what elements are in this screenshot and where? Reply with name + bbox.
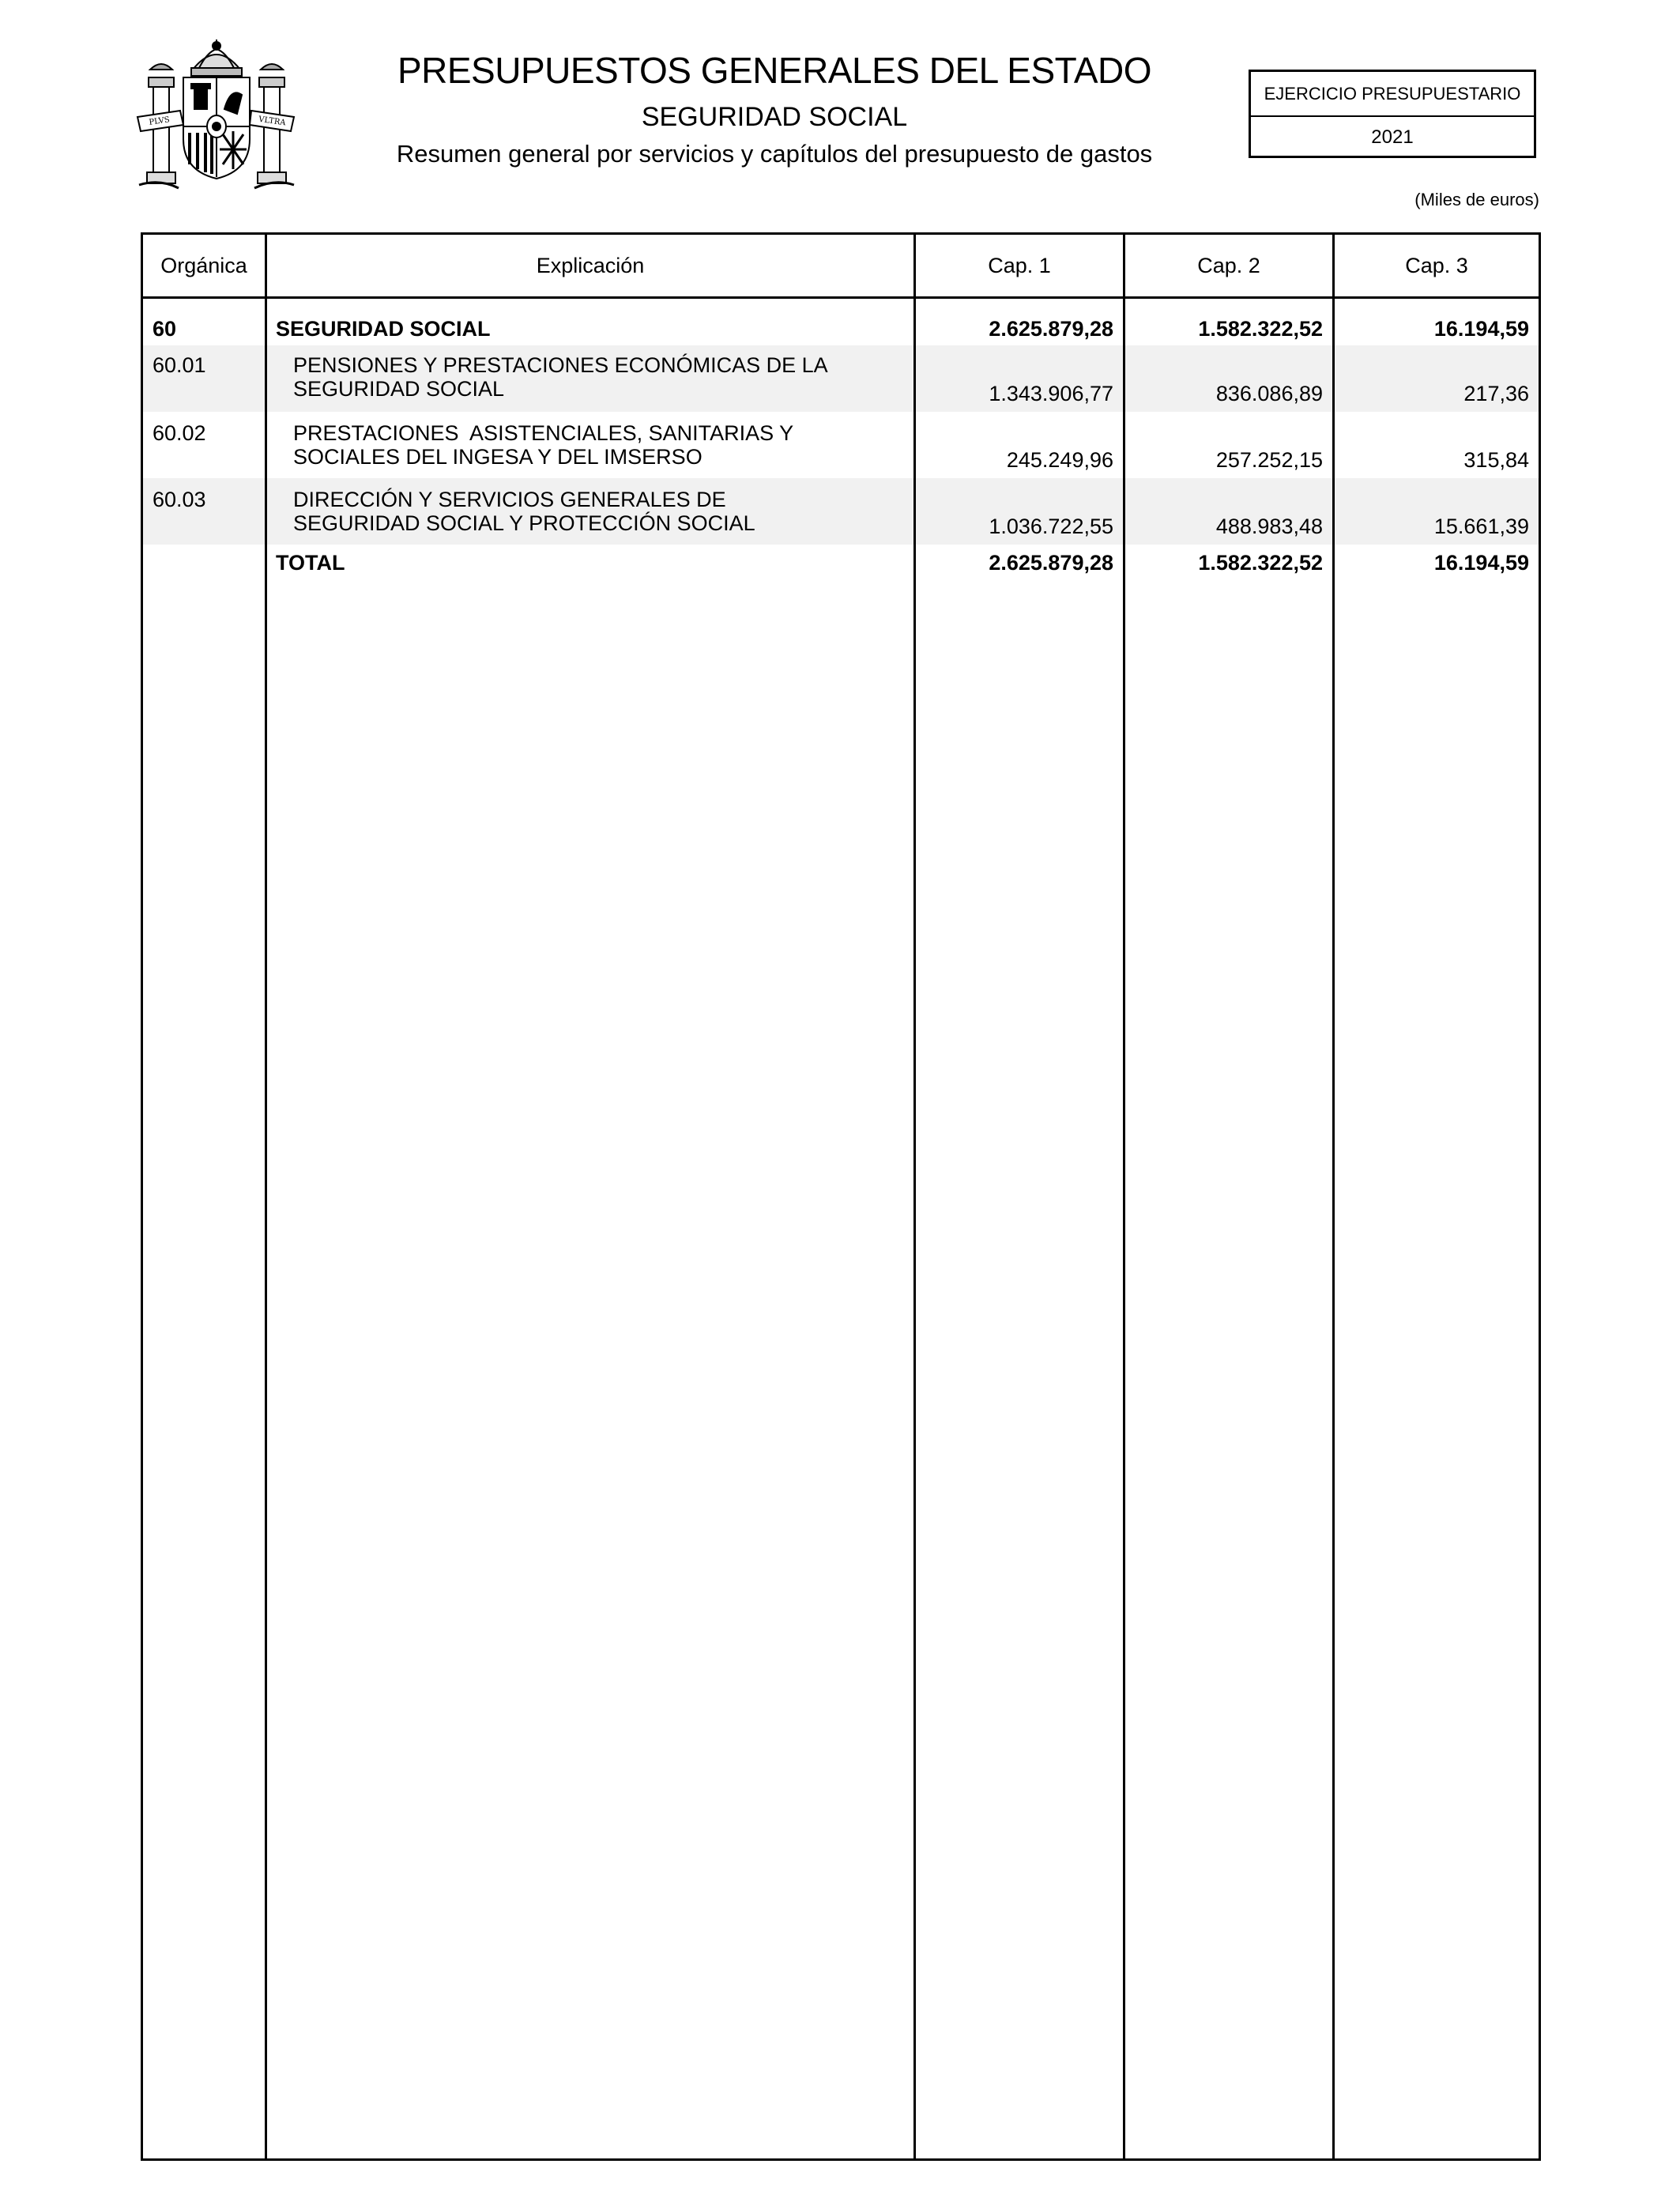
document-title: PRESUPUESTOS GENERALES DEL ESTADO bbox=[397, 50, 1152, 91]
row-cap3: 16.194,59 bbox=[1433, 317, 1529, 341]
table-row bbox=[143, 412, 1539, 478]
row-cap2: 1.582.322,52 bbox=[1198, 317, 1323, 341]
document-header bbox=[332, 47, 1217, 171]
row-cap3: 217,36 bbox=[1463, 382, 1529, 405]
column-header-cap3: Cap. 3 bbox=[1405, 253, 1468, 277]
row-explanation-line2: SOCIALES DEL INGESA Y DEL IMSERSO bbox=[293, 445, 703, 469]
document-subtitle: SEGURIDAD SOCIAL bbox=[641, 102, 908, 132]
table-row bbox=[143, 345, 1539, 412]
column-divider bbox=[913, 235, 916, 2158]
row-cap3: 15.661,39 bbox=[1433, 515, 1529, 538]
column-divider bbox=[1332, 235, 1335, 2158]
table-row bbox=[143, 478, 1539, 545]
row-explanation: SEGURIDAD SOCIAL bbox=[276, 317, 491, 341]
row-code: 60.02 bbox=[153, 421, 206, 445]
row-code: 60.03 bbox=[153, 488, 206, 511]
budget-year-box bbox=[1249, 70, 1536, 158]
total-label: TOTAL bbox=[276, 551, 345, 575]
row-code: 60 bbox=[153, 317, 177, 341]
crest-motto-right: VLTRA bbox=[258, 115, 287, 128]
coat-of-arms-logo bbox=[136, 38, 298, 192]
total-cap2: 1.582.322,52 bbox=[1198, 551, 1323, 575]
row-cap2: 257.252,15 bbox=[1215, 448, 1323, 472]
row-cap3: 315,84 bbox=[1463, 448, 1529, 472]
row-cap1: 1.036.722,55 bbox=[989, 515, 1113, 538]
crest-motto-left: PLVS bbox=[148, 115, 171, 127]
budget-year-label: EJERCICIO PRESUPUESTARIO bbox=[1251, 72, 1534, 117]
document-description: Resumen general por servicios y capítulos del presupuesto de gastos bbox=[396, 140, 1153, 168]
row-cap2: 488.983,48 bbox=[1215, 515, 1323, 538]
budget-table bbox=[141, 232, 1541, 2161]
units-note: (Miles de euros) bbox=[1414, 190, 1539, 209]
column-header-cap2: Cap. 2 bbox=[1197, 253, 1260, 277]
column-header-cap1: Cap. 1 bbox=[988, 253, 1051, 277]
column-header-explicacion: Explicación bbox=[536, 253, 645, 277]
row-explanation-line1: PRESTACIONES ASISTENCIALES, SANITARIAS Y bbox=[293, 421, 794, 445]
budget-year-value: 2021 bbox=[1371, 126, 1414, 148]
row-explanation-line1: DIRECCIÓN Y SERVICIOS GENERALES DE bbox=[293, 488, 726, 511]
total-cap3: 16.194,59 bbox=[1433, 551, 1529, 575]
row-cap1: 1.343.906,77 bbox=[989, 382, 1113, 405]
row-cap1: 2.625.879,28 bbox=[989, 317, 1113, 341]
row-cap2: 836.086,89 bbox=[1215, 382, 1323, 405]
table-row bbox=[143, 314, 1539, 344]
column-divider bbox=[1123, 235, 1125, 2158]
total-row bbox=[143, 548, 1539, 579]
row-explanation-line2: SEGURIDAD SOCIAL Y PROTECCIÓN SOCIAL bbox=[293, 511, 755, 535]
row-explanation-line2: SEGURIDAD SOCIAL bbox=[293, 377, 505, 401]
total-cap1: 2.625.879,28 bbox=[989, 551, 1113, 575]
row-cap1: 245.249,96 bbox=[1006, 448, 1113, 472]
column-header-organica: Orgánica bbox=[160, 253, 247, 277]
row-explanation-line1: PENSIONES Y PRESTACIONES ECONÓMICAS DE LA bbox=[293, 353, 828, 377]
row-code: 60.01 bbox=[153, 353, 206, 377]
header-divider bbox=[143, 296, 1539, 299]
column-divider bbox=[265, 235, 267, 2158]
